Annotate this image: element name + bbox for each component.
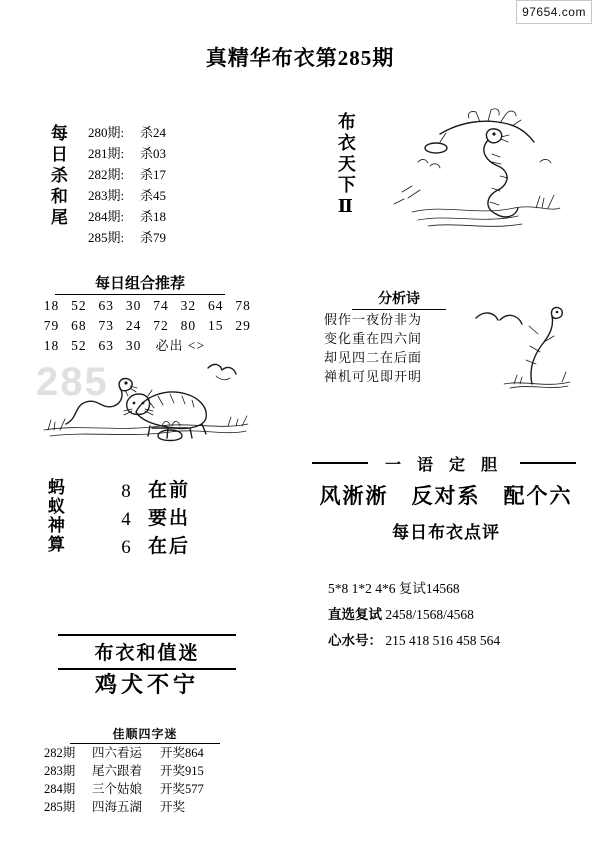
riddle-text: 四海五湖: [92, 800, 143, 814]
combo-number: 73: [98, 318, 114, 333]
yuyu-dingdan-banner: [312, 452, 576, 472]
kill-value: 杀79: [140, 230, 167, 245]
combo-number: 32: [180, 298, 197, 313]
ant-word: 在后: [148, 536, 191, 557]
riddle-result: 开奖577: [160, 782, 204, 796]
illustration-snake-tiger: [40, 352, 252, 442]
combo-number: 63: [98, 338, 114, 353]
calc-text: 215 418 516 458 564: [382, 633, 501, 648]
kill-value: 杀17: [140, 167, 167, 182]
riddle-period: 285期: [44, 800, 76, 814]
hezhi-riddle-heading: 布衣和值迷: [58, 634, 236, 670]
riddle-result: 开奖915: [160, 764, 204, 778]
daily-kill-label: 每日杀和尾: [47, 124, 67, 229]
kill-period: 282期:: [88, 167, 125, 182]
watermark-badge: 97654.com: [516, 0, 592, 24]
kill-period: 284期:: [88, 209, 125, 224]
must-out-label: 必出: [155, 338, 184, 353]
poem-line: 禅机可见即开明: [324, 369, 423, 384]
kill-period: 280期:: [88, 125, 125, 140]
list-item: [328, 576, 500, 602]
combo-row: [40, 296, 255, 316]
ghost-period-number: 285: [36, 360, 109, 404]
kill-period: 285期:: [88, 230, 125, 245]
list-item: [88, 122, 166, 143]
combo-number: 64: [208, 298, 224, 313]
combo-number-grid: [40, 296, 255, 356]
riddle-period: 282期: [44, 746, 76, 760]
calc-label: 直选复试: [328, 607, 382, 622]
kill-value: 杀24: [140, 125, 167, 140]
kill-period: 283期:: [88, 188, 125, 203]
ant-number: 6: [121, 537, 131, 558]
list-item: [88, 206, 166, 227]
analysis-poem: [324, 310, 422, 386]
combo-number: 18: [43, 338, 60, 353]
combo-number: 52: [71, 338, 87, 353]
calc-text: 5*8 1*2 4*6 复试14568: [328, 581, 460, 596]
combo-number: 30: [125, 298, 142, 313]
combo-number: 79: [43, 318, 60, 333]
four-char-riddle-list: [44, 744, 204, 816]
combo-number: 74: [153, 298, 169, 313]
riddle-text: 三个姑娘: [92, 782, 143, 796]
list-item: [328, 628, 500, 654]
daily-kill-list: [88, 122, 166, 248]
poem-line: 变化重在四六间: [324, 331, 423, 346]
list-item: [44, 798, 204, 816]
kill-value: 杀18: [140, 209, 167, 224]
riddle-result: 开奖864: [160, 746, 204, 760]
riddle-period: 283期: [44, 764, 76, 778]
calc-text: 2458/1568/4568: [382, 607, 474, 622]
calc-label: 心水号：: [328, 633, 382, 648]
illustration-bird-branch: [470, 300, 574, 390]
combo-number: 80: [180, 318, 197, 333]
combo-row: [40, 316, 255, 336]
combo-number: 52: [71, 298, 87, 313]
riddle-period: 284期: [44, 782, 76, 796]
ant-number-column: [112, 478, 140, 562]
riddle-text: 尾六跟着: [92, 764, 143, 778]
combo-number: 63: [98, 298, 114, 313]
combo-number: 30: [125, 338, 142, 353]
ant-word: 要出: [148, 508, 191, 529]
daily-comment-heading: 每日布衣点评: [392, 523, 500, 542]
list-item: [88, 185, 166, 206]
kill-period: 281期:: [88, 146, 125, 161]
riddle-text: 四六看运: [92, 746, 143, 760]
riddle-result: 开奖: [160, 800, 186, 814]
poem-line: 却见四二在后面: [324, 350, 423, 365]
hezhi-riddle-answer: 鸡犬不宁: [94, 672, 199, 697]
list-item: [88, 143, 166, 164]
calculation-list: [328, 576, 500, 654]
combo-number: 72: [153, 318, 169, 333]
combo-number: 15: [208, 318, 224, 333]
arrow-icon: <>: [187, 338, 206, 353]
page-title: 真精华布衣第285期: [205, 46, 395, 70]
list-item: [44, 744, 204, 762]
ant-number: 4: [121, 509, 131, 530]
list-item: [44, 780, 204, 798]
kill-value: 杀03: [140, 146, 167, 161]
combo-number: 78: [235, 298, 251, 313]
combo-number: 68: [71, 318, 87, 333]
list-item: [328, 602, 500, 628]
list-item: [88, 227, 166, 248]
analysis-poem-heading: 分析诗: [352, 288, 446, 310]
poem-line: 假作一夜份非为: [324, 312, 423, 327]
combo-number: 18: [43, 298, 60, 313]
yuding-phrase: 风淅淅 反对系 配个六: [319, 484, 573, 508]
combo-number: 24: [125, 318, 142, 333]
illustration-snake-plant: [388, 104, 564, 236]
ant-word-column: [148, 477, 190, 561]
ant-word: 在前: [148, 480, 191, 501]
ant-divination-label: 蚂蚁神算: [44, 478, 64, 554]
list-item: [88, 164, 166, 185]
combo-recommend-heading: 每日组合推荐: [55, 272, 225, 295]
four-char-riddle-heading: 佳顺四字迷: [70, 725, 220, 744]
ant-number: 8: [121, 481, 131, 502]
list-item: [44, 762, 204, 780]
banner-text: 一 语 定 胆: [384, 457, 503, 474]
kill-value: 杀45: [140, 188, 167, 203]
buyi-tianxia-label: 布衣天下Ⅱ: [335, 112, 356, 220]
combo-number: 29: [235, 318, 251, 333]
